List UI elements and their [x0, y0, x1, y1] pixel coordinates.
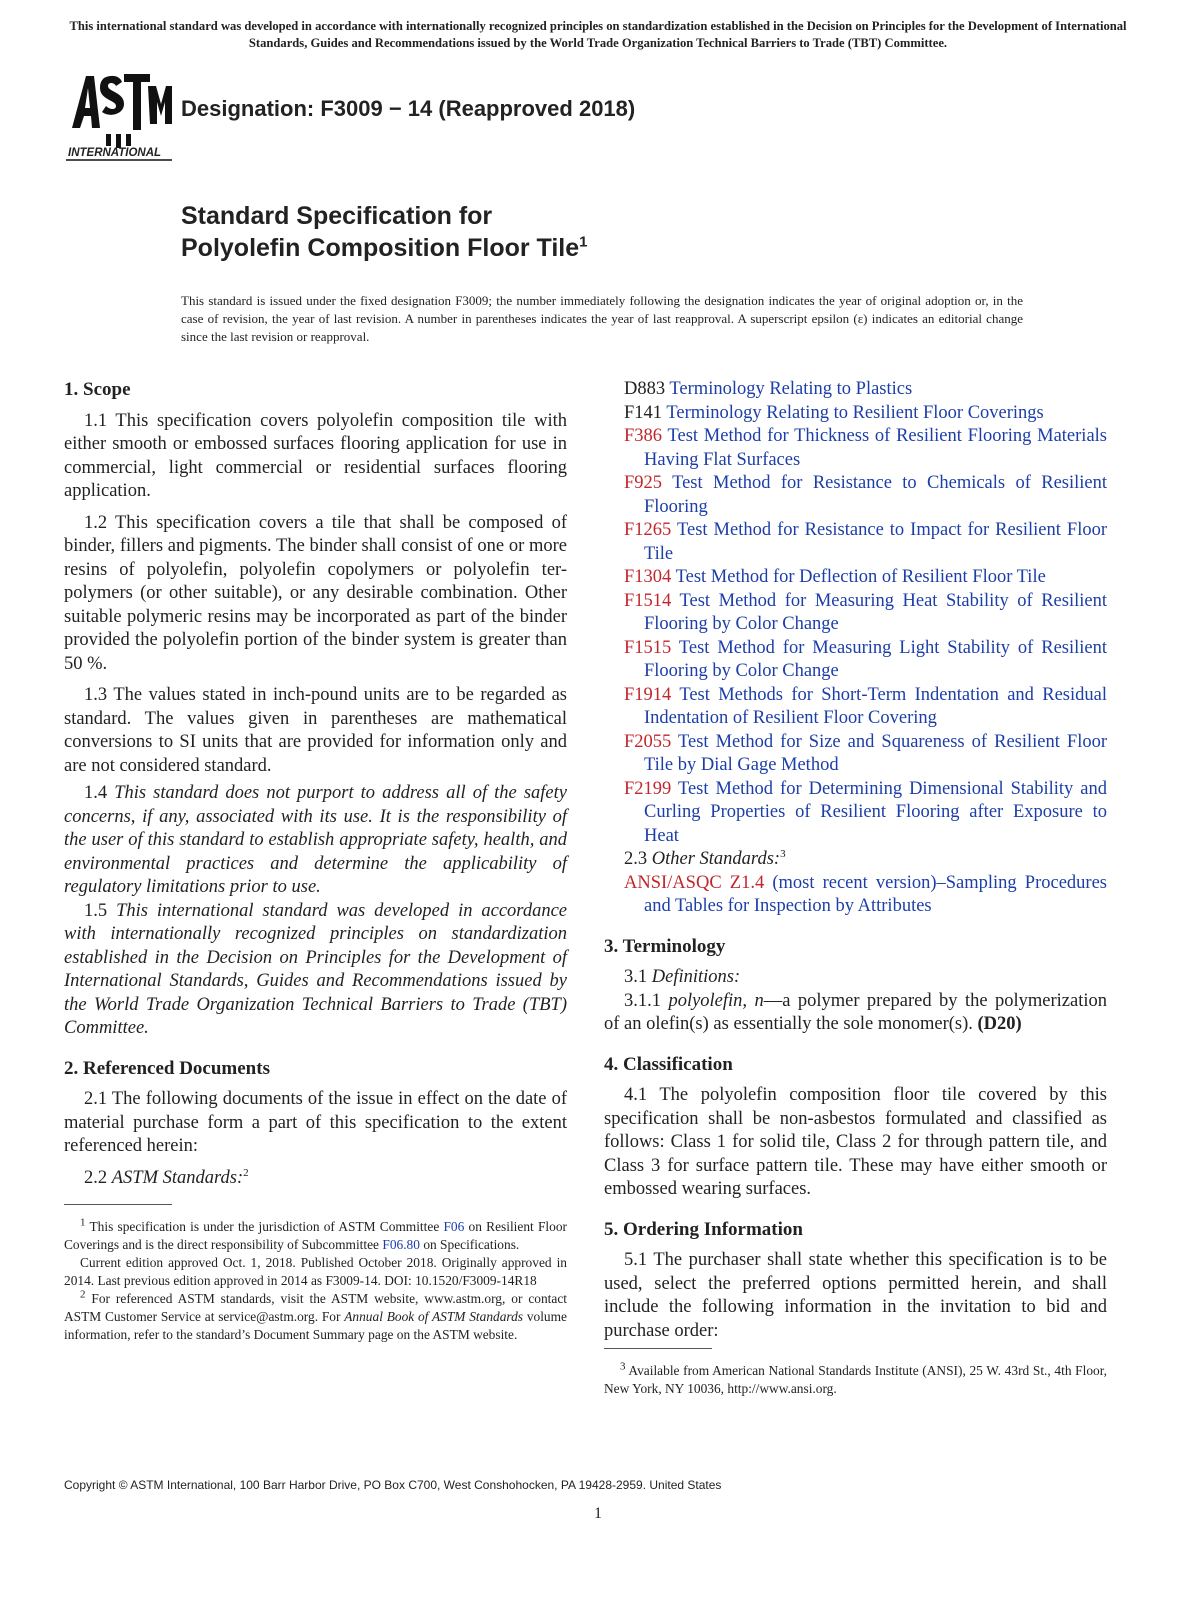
- classification-4-1: 4.1 The polyolefin composition floor tile covered by this specification shall be non-asbestos formulated and classified as follows: Class 1 for solid tile, Class 2 for through pattern tile, and Class 3 for surface pattern tile. These may have either smooth or embossed wearing surfaces.: [604, 1085, 1107, 1199]
- refdocs-2-2: 2.2 ASTM Standards:$^2$: [84, 1166, 249, 1188]
- footnotes-right: [604, 1362, 1107, 1398]
- document-title: [181, 200, 588, 264]
- reference-title: Test Method for Thickness of Resilient Flooring Materials Having Flat Surfaces: [644, 426, 1107, 470]
- reference-f2199[interactable]: [624, 778, 1107, 849]
- terminology-3-1-1: 3.1.1 polyolefin, n—a polymer prepared by the polymerization of an olefin(s) as essentially the sole monomer(s). (D20): [604, 990, 1108, 1034]
- reference-code: F1304: [624, 567, 672, 587]
- reference-title: Test Method for Resistance to Impact for Resilient Floor Tile: [644, 520, 1107, 564]
- title-line1: Standard Specification for: [181, 202, 493, 230]
- terminology-3-1: 3.1 Definitions:: [624, 967, 741, 987]
- link-f06-80[interactable]: F06.80: [382, 1237, 420, 1252]
- footnote-3: $^3$ Available from American National Standards Institute (ANSI), 25 W. 43rd St., 4th Floor, New York, NY 10036, http://www.ansi.org.: [604, 1360, 1107, 1396]
- footnote-rule-right: [604, 1348, 712, 1349]
- reference-f386[interactable]: [624, 425, 1107, 472]
- astm-logo: [66, 68, 172, 166]
- title-line2: Polyolefin Composition Floor Tile: [181, 234, 580, 262]
- scope-1-5: 1.5 This international standard was developed in accordance with internationally recognized principles on standardization established in the Decision on Principles for the Development of International Standards, Guides and Recommendations issued by the World Trade Organization Technical Barriers to Trade (TBT) Committee.: [64, 900, 567, 1038]
- designation: Designation: F3009 − 14 (Reapproved 2018): [181, 96, 636, 121]
- tbt-notice: This international standard was developed in accordance with internationally recognized principles on standardization established in the Decision on Principles for the Development of International Standards, Guides and Recommendations issued by the World Trade Organization Technical Barriers to Trade (TBT) Committee.: [69, 19, 1127, 50]
- scope-1-2: 1.2 This specification covers a tile that shall be composed of binder, fillers and pigments. The binder shall consist of one or more resins of polyolefin, polyolefin copolymers or polyolefin ter-polymers (or other suitable), or any desirable combination. Other suitable polymeric resins may be incorporated as part of the binder provided the polyolefin portion of the binder system is greater than 50 %.: [64, 512, 567, 674]
- reference-f1265[interactable]: [624, 519, 1107, 566]
- reference-title: Test Method for Resistance to Chemicals of Resilient Flooring: [644, 473, 1107, 517]
- footnote-1: $^1$ This specification is under the jurisdiction of ASTM Committee F06 on Resilient Floor Coverings and is the direct responsibility of Subcommittee F06.80 on Specifications.: [64, 1216, 567, 1252]
- footnotes-left: [64, 1218, 567, 1344]
- reference-code: F1914: [624, 684, 672, 705]
- page-number: 1: [594, 1505, 602, 1522]
- reference-f1515[interactable]: [624, 637, 1107, 684]
- right-column: [604, 378, 1107, 1343]
- reference-code: F386: [624, 426, 663, 446]
- reference-title: Terminology Relating to Plastics: [669, 379, 913, 399]
- scope-1-3: 1.3 The values stated in inch-pound units are to be regarded as standard. The values given in parentheses are mathematical conversions to SI units that are provided for information only and are not considered standard.: [64, 685, 567, 776]
- reference-code: F141: [624, 402, 663, 423]
- reference-code: F2199: [624, 778, 672, 799]
- footnote-rule-left: [64, 1204, 172, 1205]
- reference-code: F1515: [624, 637, 672, 658]
- reference-title: Test Method for Deflection of Resilient Floor Tile: [675, 567, 1046, 587]
- scope-1-1: 1.1 This specification covers polyolefin composition tile with either smooth or embossed surfaces flooring application for use in commercial, light commercial or residential surfaces flooring application.: [64, 410, 567, 501]
- refdocs-2-1: 2.1 The following documents of the issue in effect on the date of material purchase form a part of this specification to the extent referenced herein:: [64, 1089, 567, 1156]
- reference-f141[interactable]: [624, 402, 1107, 426]
- reference-title: Test Method for Measuring Heat Stability of Resilient Flooring by Color Change: [644, 590, 1107, 634]
- reference-title: Test Methods for Short-Term Indentation and Residual Indentation of Resilient Floor Covering: [644, 684, 1107, 728]
- logo-international-text: INTERNATIONAL: [68, 147, 162, 159]
- footnote-2: $^2$ For referenced ASTM standards, visit the ASTM website, www.astm.org, or contact ASTM Customer Service at service@astm.org. For Annual Book of ASTM Standards volume information, refer to the standard’s Document Summary page on the ASTM website.: [64, 1288, 567, 1342]
- issue-note: This standard is issued under the fixed designation F3009; the number immediately following the designation indicates the year of original adoption or, in the case of revision, the year of last revision. A number in parentheses indicates the year of last reapproval. A superscript epsilon (ε) indicates an editorial change since the last revision or reapproval.: [181, 293, 1023, 345]
- reference-code: D883: [624, 379, 666, 399]
- reference-code: F2055: [624, 731, 672, 752]
- copyright: Copyright © ASTM International, 100 Barr Harbor Drive, PO Box C700, West Conshohocken, PA 19428-2959. United States: [64, 1478, 722, 1492]
- reference-title: Test Method for Determining Dimensional Stability and Curling Properties of Resilient Flooring after Exposure to Heat: [644, 778, 1107, 846]
- ordering-heading: 5. Ordering Information: [604, 1218, 803, 1240]
- title-footnote-ref: 1: [579, 233, 588, 251]
- reference-f925[interactable]: [624, 472, 1107, 519]
- refdocs-heading: 2. Referenced Documents: [64, 1057, 270, 1079]
- other-standards: 2.3 Other Standards:$^3$: [624, 847, 786, 869]
- reference-f1914[interactable]: [624, 684, 1107, 731]
- reference-f2055[interactable]: [624, 731, 1107, 778]
- reference-title: Terminology Relating to Resilient Floor Coverings: [666, 402, 1044, 423]
- scope-1-4: 1.4 This standard does not purport to address all of the safety concerns, if any, associated with its use. It is the responsibility of the user of this standard to establish appropriate safety, health, and environmental practices and determine the applicability of regulatory limitations prior to use.: [64, 783, 567, 897]
- reference-f1304[interactable]: [624, 566, 1107, 590]
- footnote-1-edition: Current edition approved Oct. 1, 2018. Published October 2018. Originally approved in 2014. Last previous edition approved in 2014 as F3009-14. DOI: 10.1520/F3009-14R18: [64, 1255, 567, 1288]
- reference-title: Test Method for Size and Squareness of Resilient Floor Tile by Dial Gage Method: [644, 731, 1107, 775]
- link-f06[interactable]: F06: [443, 1219, 465, 1234]
- ordering-5-1: 5.1 The purchaser shall state whether this specification is to be used, select the preferred options permitted herein, and shall include the following information in the invitation to bid and purchase order:: [604, 1250, 1107, 1341]
- reference-code: F1514: [624, 590, 672, 611]
- reference-list: [604, 378, 1107, 848]
- scope-heading: 1. Scope: [64, 379, 131, 400]
- reference-ansi[interactable]: ANSI/ASQC Z1.4 (most recent version)–Sampling Procedures and Tables for Inspection by Attributes: [624, 872, 1107, 916]
- reference-title: Test Method for Measuring Light Stability of Resilient Flooring by Color Change: [644, 637, 1107, 681]
- reference-code: F1265: [624, 520, 672, 540]
- reference-code: F925: [624, 473, 663, 493]
- classification-heading: 4. Classification: [604, 1053, 733, 1075]
- reference-f1514[interactable]: [624, 590, 1107, 637]
- reference-d883[interactable]: [624, 378, 1107, 402]
- left-column: [64, 378, 567, 1190]
- terminology-heading: 3. Terminology: [604, 935, 726, 957]
